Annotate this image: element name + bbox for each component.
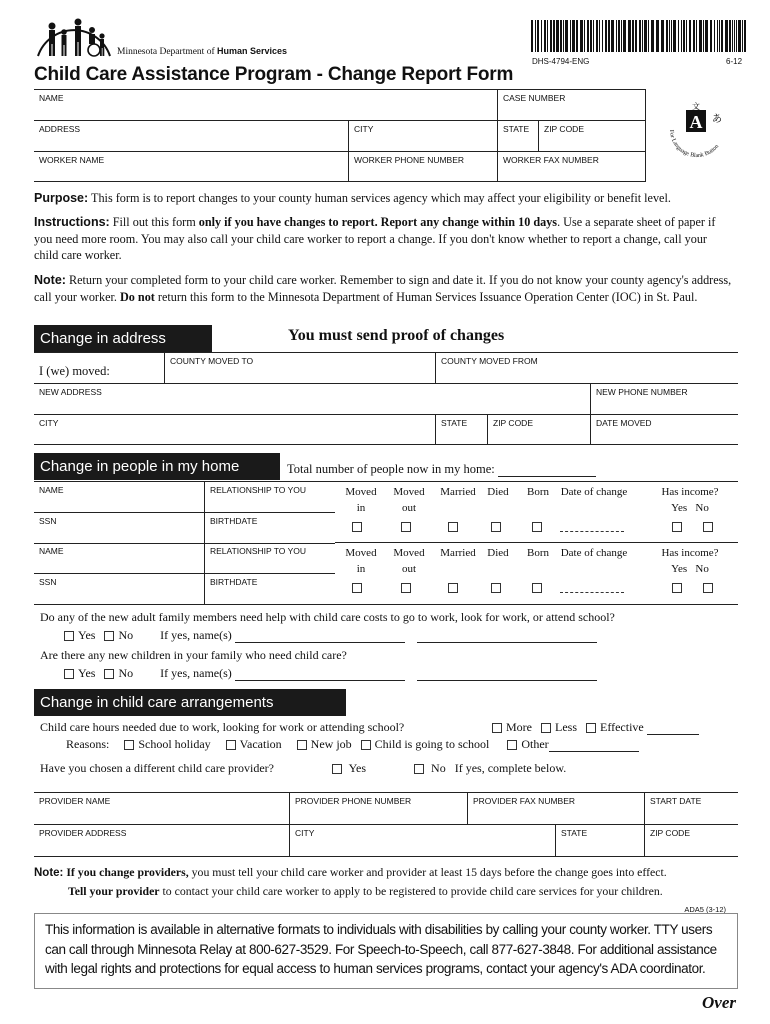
new-city-field[interactable] — [34, 415, 436, 445]
born-checkbox[interactable] — [532, 583, 542, 593]
person-name-label: NAME — [39, 485, 64, 495]
school-holiday-checkbox[interactable] — [124, 740, 134, 750]
moved-out-checkbox[interactable] — [401, 522, 411, 532]
person-2-grid — [34, 543, 335, 605]
address-change-grid — [34, 352, 738, 444]
worker-phone-field[interactable] — [349, 152, 498, 182]
date-of-change-header: Date of change — [560, 547, 628, 559]
form-title: Child Care Assistance Program - Change Report Form — [34, 64, 514, 85]
new-zip-label: ZIP CODE — [493, 418, 533, 428]
case-number-field[interactable] — [498, 90, 646, 121]
person-2-name-field[interactable] — [34, 543, 205, 574]
effective-date-input[interactable] — [647, 723, 699, 735]
income-yes-checkbox[interactable] — [672, 583, 682, 593]
svg-text:A: A — [689, 112, 703, 132]
new-job-checkbox[interactable] — [297, 740, 307, 750]
birthdate-label: BIRTHDATE — [210, 577, 258, 587]
has-income-header: Has income? Yes No — [661, 547, 719, 575]
provider-phone-field[interactable] — [290, 793, 468, 825]
date-of-change-input[interactable] — [560, 531, 624, 532]
vacation-checkbox[interactable] — [226, 740, 236, 750]
svg-text:文: 文 — [692, 102, 700, 111]
new-state-label: STATE — [441, 418, 468, 428]
worker-name-label: WORKER NAME — [39, 155, 105, 165]
q2-names-input[interactable] — [235, 669, 405, 681]
total-people-line: Total number of people now in my home: — [287, 462, 596, 477]
provider-address-label: PROVIDER ADDRESS — [39, 828, 127, 838]
start-date-field[interactable] — [645, 793, 738, 825]
less-checkbox[interactable] — [541, 723, 551, 733]
provider-yes-checkbox[interactable] — [332, 764, 342, 774]
worker-fax-label: WORKER FAX NUMBER — [503, 155, 599, 165]
purpose-paragraph: Purpose: This form is to report changes to your county human services agency which may affect your eligibility or benefit level. — [34, 191, 671, 205]
moved-out-checkbox[interactable] — [401, 583, 411, 593]
form-number: DHS-4794-ENG — [532, 57, 590, 66]
q1-yes-checkbox[interactable] — [64, 631, 74, 641]
new-children-question: Are there any new children in your family who need child care? — [40, 648, 347, 662]
born-header: Born — [527, 547, 549, 559]
date-moved-label: DATE MOVED — [596, 418, 652, 428]
svg-text:あ: あ — [712, 114, 722, 125]
q2-no-checkbox[interactable] — [104, 669, 114, 679]
person-1-relationship-field[interactable] — [205, 482, 335, 513]
married-checkbox[interactable] — [448, 522, 458, 532]
state-field[interactable] — [498, 121, 539, 152]
total-people-input[interactable] — [498, 465, 596, 477]
moved-in-header: Moved in — [345, 547, 377, 575]
new-zip-field[interactable] — [488, 415, 591, 445]
person-2-status-row — [335, 543, 738, 605]
moved-in-checkbox[interactable] — [352, 522, 362, 532]
income-yes-checkbox[interactable] — [672, 522, 682, 532]
married-header: Married — [440, 547, 476, 559]
relationship-label: RELATIONSHIP TO YOU — [210, 485, 307, 495]
q1-names-input-2[interactable] — [417, 631, 597, 643]
new-city-label: CITY — [39, 418, 59, 428]
person-1-status-row — [335, 481, 738, 543]
new-state-field[interactable] — [436, 415, 488, 445]
born-checkbox[interactable] — [532, 522, 542, 532]
barcode — [531, 20, 747, 52]
care-section-heading: Change in child care arrangements — [34, 689, 346, 716]
ada-code: ADA5 (3-12) — [684, 905, 726, 914]
person-name-label: NAME — [39, 546, 64, 556]
person-2-birthdate-field[interactable] — [205, 574, 335, 605]
date-of-change-input[interactable] — [560, 592, 624, 593]
provider-state-field[interactable] — [556, 825, 645, 857]
adult-childcare-question: Do any of the new adult family members need help with child care costs to go to work, look for work, or attend school? — [40, 610, 615, 624]
has-income-header: Has income? Yes No — [661, 486, 719, 514]
worker-name-field[interactable] — [34, 152, 349, 182]
relationship-label: RELATIONSHIP TO YOU — [210, 546, 307, 556]
provider-answer: Yes No If yes, complete below. — [332, 761, 566, 776]
revision-date: 6-12 — [726, 57, 743, 66]
county-moved-to-field[interactable] — [165, 353, 436, 384]
provider-name-field[interactable] — [34, 793, 290, 825]
new-children-answer: Yes No If yes, name(s) — [64, 666, 597, 681]
other-reason-input[interactable] — [549, 740, 639, 752]
applicant-info-grid — [34, 89, 646, 181]
q1-no-checkbox[interactable] — [104, 631, 114, 641]
name-label: NAME — [39, 93, 64, 103]
provider-question: Have you chosen a different child care provider? — [40, 761, 275, 775]
provider-phone-label: PROVIDER PHONE NUMBER — [295, 796, 412, 806]
proof-notice: You must send proof of changes — [288, 327, 505, 344]
effective-checkbox[interactable] — [586, 723, 596, 733]
worker-fax-field[interactable] — [498, 152, 646, 182]
moved-out-header: Moved out — [393, 547, 425, 575]
reasons-row: Reasons: School holiday Vacation New job Child is going to school Other — [66, 737, 639, 752]
married-checkbox[interactable] — [448, 583, 458, 593]
hours-options: More Less Effective — [492, 720, 699, 735]
person-1-ssn-field[interactable] — [34, 513, 205, 544]
county-moved-from-field[interactable] — [436, 353, 738, 384]
provider-state-label: STATE — [561, 828, 588, 838]
provider-address-field[interactable] — [34, 825, 290, 857]
provider-city-label: CITY — [295, 828, 315, 838]
state-label: STATE — [503, 124, 530, 134]
new-phone-field[interactable] — [591, 384, 738, 415]
provider-fax-field[interactable] — [468, 793, 645, 825]
income-no-checkbox[interactable] — [703, 583, 713, 593]
person-2-ssn-field[interactable] — [34, 574, 205, 605]
county-from-label: COUNTY MOVED FROM — [441, 356, 538, 366]
instructions-paragraph: Instructions: Fill out this form only if you have changes to report. Report any change within 10 days. Use a separate sheet of paper if you need more room. You may also call your child care worker to report a change. If you don't know whether to report a change, call your child care worker. — [34, 215, 716, 262]
provider-fax-label: PROVIDER FAX NUMBER — [473, 796, 576, 806]
provider-no-checkbox[interactable] — [414, 764, 424, 774]
new-address-field[interactable] — [34, 384, 591, 415]
provider-name-label: PROVIDER NAME — [39, 796, 111, 806]
child-school-checkbox[interactable] — [361, 740, 371, 750]
moved-label-cell: I (we) moved: — [34, 353, 165, 384]
county-to-label: COUNTY MOVED TO — [170, 356, 254, 366]
date-moved-field[interactable] — [591, 415, 738, 445]
new-phone-label: NEW PHONE NUMBER — [596, 387, 688, 397]
provider-zip-field[interactable] — [645, 825, 738, 857]
moved-out-header: Moved out — [393, 486, 425, 514]
died-checkbox[interactable] — [491, 522, 501, 532]
new-address-label: NEW ADDRESS — [39, 387, 102, 397]
more-checkbox[interactable] — [492, 723, 502, 733]
person-1-name-field[interactable] — [34, 482, 205, 513]
died-header: Died — [487, 547, 509, 559]
adult-childcare-answer: Yes No If yes, name(s) — [64, 628, 597, 643]
moved-in-header: Moved in — [345, 486, 377, 514]
q2-names-input-2[interactable] — [417, 669, 597, 681]
ssn-label: SSN — [39, 516, 57, 526]
city-label: CITY — [354, 124, 374, 134]
died-checkbox[interactable] — [491, 583, 501, 593]
people-section-heading: Change in people in my home — [34, 453, 280, 480]
zip-label: ZIP CODE — [544, 124, 584, 134]
language-block-badge — [662, 100, 732, 160]
birthdate-label: BIRTHDATE — [210, 516, 258, 526]
other-checkbox[interactable] — [507, 740, 517, 750]
hours-question: Child care hours needed due to work, looking for work or attending school? — [40, 720, 405, 734]
born-header: Born — [527, 486, 549, 498]
provider-tell-note: Tell your provider to contact your child care worker to apply to be registered to provide child care services for your children. — [68, 884, 663, 898]
accessibility-notice: This information is available in alternative formats to individuals with disabilities by calling your county worker. TTY users can call through Minnesota Relay at 800-627-3529. For Speech-to-Speech, call 877-627-3848. For additional assistance with legal rights and protections for equal access to human services programs, contact your agency's ADA coordinator. — [34, 913, 738, 989]
name-field[interactable] — [34, 90, 498, 121]
note-paragraph: Note: Return your completed form to your child care worker. Remember to sign and date it. If you do not know your county agency's address, call your worker. Do not return this form to the Minnesota Department of Human Services Issuance Operation Center (IOC) in St. Paul. — [34, 273, 732, 304]
died-header: Died — [487, 486, 509, 498]
zip-field[interactable] — [539, 121, 646, 152]
department-name: Minnesota Department of Human Services — [117, 46, 288, 57]
address-section-heading: Change in address — [34, 325, 212, 352]
q1-names-input[interactable] — [235, 631, 405, 643]
provider-grid — [34, 792, 738, 856]
address-field[interactable] — [34, 121, 349, 152]
person-2-relationship-field[interactable] — [205, 543, 335, 574]
date-of-change-header: Date of change — [560, 486, 628, 498]
moved-in-checkbox[interactable] — [352, 583, 362, 593]
over-indicator: Over — [702, 993, 736, 1012]
svg-text:For Language Blank Button: For Language Blank Button — [667, 129, 721, 160]
provider-zip-label: ZIP CODE — [650, 828, 690, 838]
person-1-grid — [34, 481, 335, 543]
q2-yes-checkbox[interactable] — [64, 669, 74, 679]
ssn-label: SSN — [39, 577, 57, 587]
address-label: ADDRESS — [39, 124, 81, 134]
person-1-birthdate-field[interactable] — [205, 513, 335, 544]
income-no-checkbox[interactable] — [703, 522, 713, 532]
city-field[interactable] — [349, 121, 498, 152]
case-number-label: CASE NUMBER — [503, 93, 566, 103]
provider-city-field[interactable] — [290, 825, 556, 857]
married-header: Married — [440, 486, 476, 498]
dhs-logo — [34, 12, 114, 58]
provider-change-note: Note: If you change providers, you must tell your child care worker and provider at least 15 days before the change goes into effect. — [34, 865, 667, 879]
start-date-label: START DATE — [650, 796, 702, 806]
worker-phone-label: WORKER PHONE NUMBER — [354, 155, 465, 165]
